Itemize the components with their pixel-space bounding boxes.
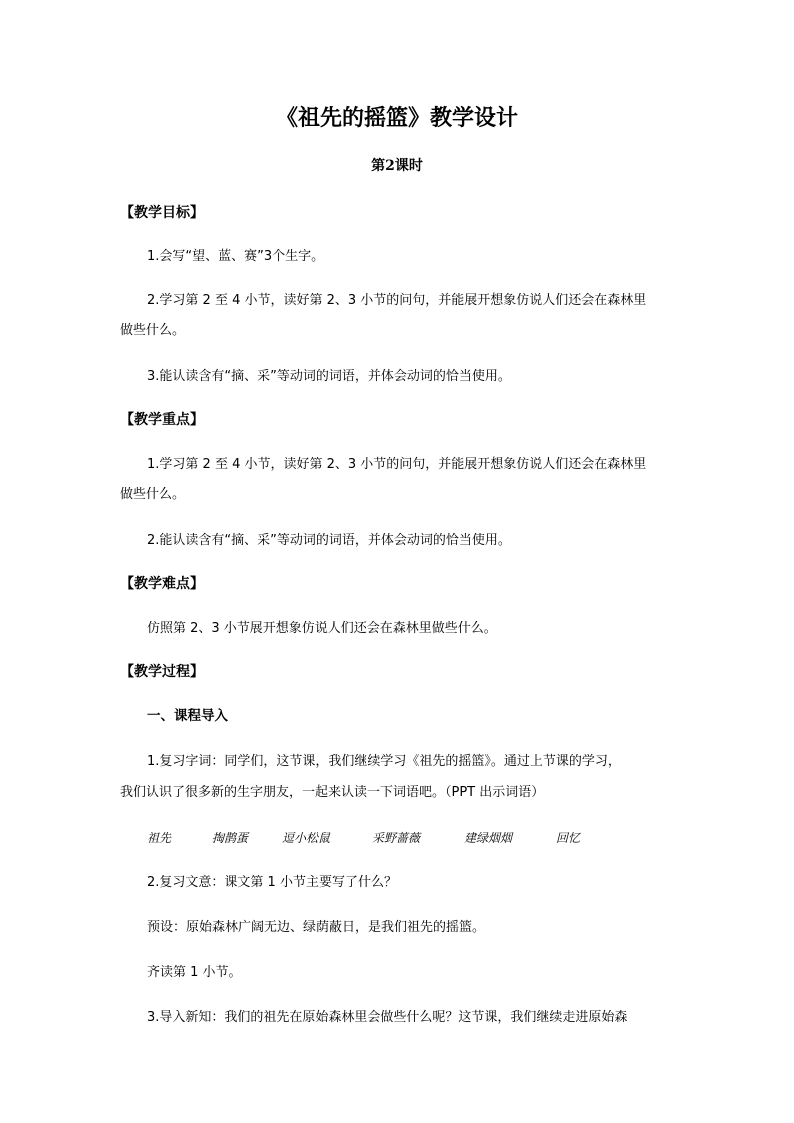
process-heading: 【教学过程】	[120, 664, 204, 680]
key-point-1-cont: 做些什么。	[120, 487, 186, 502]
objective-3: 3.能认读含有“摘、采”等动词的词语，并体会动词的恰当使用。	[147, 369, 511, 384]
review-words-line-cont: 我们认识了很多新的生字朋友，一起来认读一下词语吧。（PPT 出示词语）	[120, 785, 545, 800]
vocab-word: 建绿烟烟	[464, 831, 513, 845]
objective-2: 2.学习第 2 至 4 小节，读好第 2、3 小节的问句，并能展开想象仿说人们还会在森林里	[147, 293, 647, 308]
introduce-new-line: 3.导入新知：我们的祖先在原始森林里会做些什么呢？这节课，我们继续走进原始森	[147, 1010, 628, 1025]
key-point-1: 1.学习第 2 至 4 小节，读好第 2、3 小节的问句，并能展开想象仿说人们还会在森林里	[147, 457, 647, 472]
difficulty-1: 仿照第 2、3 小节展开想象仿说人们还会在森林里做些什么。	[147, 621, 497, 636]
vocab-word: 逗小松鼠	[282, 831, 331, 845]
objective-2-cont: 做些什么。	[120, 323, 186, 338]
objectives-heading: 【教学目标】	[120, 205, 204, 221]
key-point-2: 2.能认读含有“摘、采”等动词的词语，并体会动词的恰当使用。	[147, 533, 511, 548]
lesson-period: 第2课时	[371, 158, 423, 174]
key-points-heading: 【教学重点】	[120, 412, 204, 428]
review-words-line: 1.复习字词：同学们，这节课，我们继续学习《祖先的摇篮》。通过上节课的学习，	[147, 754, 621, 769]
part-1-title: 一、课程导入	[147, 708, 228, 724]
vocab-word: 采野蔷薇	[372, 831, 421, 845]
vocab-word: 祖先	[147, 831, 172, 845]
preset-answer-line: 预设：原始森林广阔无边、绿荫蔽日，是我们祖先的摇篮。	[147, 920, 486, 935]
vocab-word: 回忆	[556, 831, 581, 845]
difficulties-heading: 【教学难点】	[120, 576, 204, 592]
document-title: 《祖先的摇篮》教学设计	[275, 105, 518, 131]
read-together-line: 齐读第 1 小节。	[147, 965, 242, 980]
review-meaning-line: 2.复习文意：课文第 1 小节主要写了什么？	[147, 875, 397, 890]
objective-1: 1.会写“望、蓝、赛”3个生字。	[147, 249, 325, 264]
vocab-word: 掏鹊蛋	[212, 831, 249, 845]
